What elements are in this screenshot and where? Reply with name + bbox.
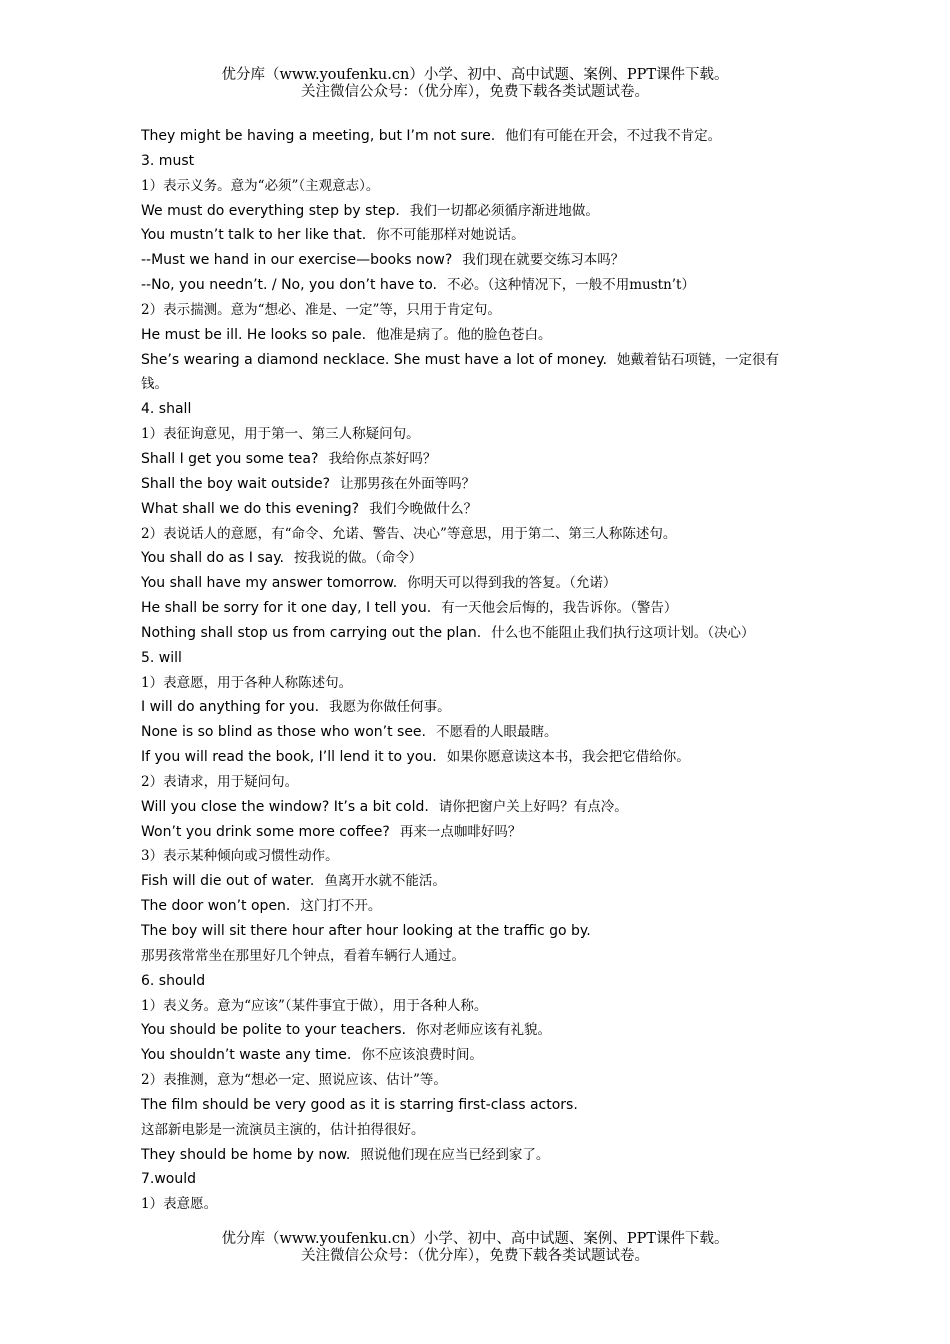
footer-line-1: 优分库（www.youfenku.cn）小学、初中、高中试题、案例、PPT课件下载。 xyxy=(221,1231,729,1247)
text-line xyxy=(141,695,813,720)
chinese-translation: 2）表请求，用于疑问句。 xyxy=(141,773,299,790)
text-line xyxy=(141,1192,813,1217)
text-line xyxy=(141,174,813,199)
text-line xyxy=(141,323,813,348)
text-line xyxy=(141,546,813,571)
text-line xyxy=(141,1167,813,1192)
chinese-translation: 钱。 xyxy=(141,376,168,393)
text-line xyxy=(141,397,813,422)
chinese-translation: 鱼离开水就不能活。 xyxy=(324,873,446,890)
chinese-translation: 1）表征询意见，用于第一、第三人称疑问句。 xyxy=(141,426,420,443)
text-line xyxy=(141,1118,813,1143)
text-line xyxy=(141,596,813,621)
chinese-translation: 你不应该浪费时间。 xyxy=(361,1047,483,1064)
text-line xyxy=(141,770,813,795)
chinese-translation: 那男孩常常坐在那里好几个钟点，看着车辆行人通过。 xyxy=(141,947,465,964)
text-line xyxy=(141,1018,813,1043)
text-line xyxy=(141,223,813,248)
text-line xyxy=(141,522,813,547)
english-sentence: Shall the boy wait outside? xyxy=(141,475,331,492)
text-line xyxy=(141,149,813,174)
text-line xyxy=(141,124,813,149)
english-sentence: Won’t you drink some more coffee? xyxy=(141,823,390,840)
text-line xyxy=(141,472,813,497)
chinese-translation: 按我说的做。（命令） xyxy=(293,550,423,567)
english-sentence: He must be ill. He looks so pale. xyxy=(141,326,367,343)
text-line xyxy=(141,869,813,894)
chinese-translation: 我们现在就要交练习本吗？ xyxy=(462,252,625,269)
chinese-translation: 她戴着钻石项链，一定很有 xyxy=(617,351,779,368)
english-sentence: They should be home by now. xyxy=(141,1146,351,1163)
text-line xyxy=(141,944,813,969)
english-sentence: You mustn’t talk to her like that. xyxy=(141,227,367,244)
text-line xyxy=(141,447,813,472)
chinese-translation: 让那男孩在外面等吗？ xyxy=(340,475,476,492)
english-sentence: Shall I get you some tea? xyxy=(141,450,319,467)
chinese-translation: 我们今晚做什么？ xyxy=(369,500,478,517)
text-line xyxy=(141,894,813,919)
english-sentence: 6. should xyxy=(141,972,206,989)
english-sentence: You shall have my answer tomorrow. xyxy=(141,575,398,592)
text-line xyxy=(141,571,813,596)
english-sentence: She’s wearing a diamond necklace. She must have a lot of money. xyxy=(141,351,607,368)
english-sentence: You shall do as I say. xyxy=(141,550,284,567)
chinese-translation: 他准是病了。他的脸色苍白。 xyxy=(376,326,552,343)
english-sentence: They might be having a meeting, but I’m not sure. xyxy=(141,128,496,144)
text-line xyxy=(141,273,813,298)
chinese-translation: 我愿为你做任何事。 xyxy=(329,699,451,716)
text-line xyxy=(141,248,813,273)
text-line xyxy=(141,994,813,1019)
chinese-translation: 再来一点咖啡好吗？ xyxy=(399,823,522,840)
chinese-translation: 你不可能那样对她说话。 xyxy=(376,227,525,244)
text-line xyxy=(141,422,813,447)
text-line xyxy=(141,298,813,323)
text-line xyxy=(141,199,813,224)
text-line xyxy=(141,1043,813,1068)
page-footer xyxy=(0,1231,950,1265)
text-line xyxy=(141,671,813,696)
chinese-translation: 2）表说话人的意愿，有“命令、允诺、警告、决心”等意思，用于第二、第三人称陈述句。 xyxy=(141,525,677,542)
header-line-1: 优分库（www.youfenku.cn）小学、初中、高中试题、案例、PPT课件下载。 xyxy=(221,67,729,83)
text-line xyxy=(141,720,813,745)
text-line xyxy=(141,372,813,397)
chinese-translation: 他们有可能在开会，不过我不肯定。 xyxy=(505,128,722,144)
text-line xyxy=(141,497,813,522)
chinese-translation: 3）表示某种倾向或习惯性动作。 xyxy=(141,848,339,865)
english-sentence: You should be polite to your teachers. xyxy=(141,1022,406,1039)
text-line xyxy=(141,348,813,373)
text-line xyxy=(141,1143,813,1168)
english-sentence: --No, you needn’t. / No, you don’t have to. xyxy=(141,277,437,294)
english-sentence: Fish will die out of water. xyxy=(141,873,315,890)
chinese-translation: 我们一切都必须循序渐进地做。 xyxy=(409,202,599,219)
chinese-translation: 有一天他会后悔的，我告诉你。（警告） xyxy=(441,600,678,617)
english-sentence: Nothing shall stop us from carrying out the plan. xyxy=(141,624,482,641)
english-sentence: We must do everything step by step. xyxy=(141,202,400,219)
text-line xyxy=(141,1093,813,1118)
english-sentence: If you will read the book, I’ll lend it to you. xyxy=(141,749,437,766)
chinese-translation: 我给你点茶好吗？ xyxy=(328,450,437,467)
english-sentence: I will do anything for you. xyxy=(141,699,320,716)
chinese-translation: 你对老师应该有礼貌。 xyxy=(415,1022,551,1039)
english-sentence: 3. must xyxy=(141,152,195,169)
english-sentence: What shall we do this evening? xyxy=(141,500,360,517)
text-line xyxy=(141,646,813,671)
chinese-translation: 你明天可以得到我的答复。（允诺） xyxy=(407,575,617,592)
text-line xyxy=(141,919,813,944)
chinese-translation: 2）表推测，意为“想必一定、照说应该、估计”等。 xyxy=(141,1072,447,1089)
chinese-translation: 2）表示揣测。意为“想必、准是、一定”等，只用于肯定句。 xyxy=(141,301,501,318)
text-line xyxy=(141,621,813,646)
chinese-translation: 如果你愿意读这本书，我会把它借给你。 xyxy=(446,749,690,766)
text-line xyxy=(141,969,813,994)
english-sentence: The door won’t open. xyxy=(141,898,291,915)
page-header xyxy=(0,67,950,101)
chinese-translation: 不必。（这种情况下，一般不用mustn’t） xyxy=(446,277,695,294)
chinese-translation: 这门打不开。 xyxy=(300,898,382,915)
english-sentence: The film should be very good as it is starring first-class actors. xyxy=(141,1096,578,1113)
text-line xyxy=(141,745,813,770)
text-line xyxy=(141,844,813,869)
chinese-translation: 1）表意愿。 xyxy=(141,1196,218,1213)
chinese-translation: 请你把窗户关上好吗？有点冷。 xyxy=(438,798,628,815)
chinese-translation: 这部新电影是一流演员主演的，估计拍得很好。 xyxy=(141,1121,425,1138)
document-body xyxy=(141,124,813,1217)
header-line-2: 关注微信公众号：（优分库），免费下载各类试题试卷。 xyxy=(301,84,649,100)
english-sentence: He shall be sorry for it one day, I tell you. xyxy=(141,600,432,617)
footer-line-2: 关注微信公众号：（优分库），免费下载各类试题试卷。 xyxy=(301,1248,649,1264)
chinese-translation: 1）表示义务。意为“必须”（主观意志）。 xyxy=(141,177,380,194)
english-sentence: --Must we hand in our exercise—books now? xyxy=(141,252,453,269)
text-line xyxy=(141,820,813,845)
english-sentence: 4. shall xyxy=(141,401,192,418)
english-sentence: Will you close the window? It’s a bit cold. xyxy=(141,798,429,815)
chinese-translation: 照说他们现在应当已经到家了。 xyxy=(360,1146,550,1163)
english-sentence: 5. will xyxy=(141,649,182,666)
chinese-translation: 不愿看的人眼最瞎。 xyxy=(436,724,558,741)
text-line xyxy=(141,1068,813,1093)
chinese-translation: 1）表义务。意为“应该”（某件事宜于做），用于各种人称。 xyxy=(141,997,488,1014)
text-line xyxy=(141,795,813,820)
english-sentence: 7.would xyxy=(141,1171,197,1188)
english-sentence: None is so blind as those who won’t see. xyxy=(141,724,426,741)
chinese-translation: 1）表意愿，用于各种人称陈述句。 xyxy=(141,674,353,691)
english-sentence: The boy will sit there hour after hour looking at the traffic go by. xyxy=(141,923,591,939)
english-sentence: You shouldn’t waste any time. xyxy=(141,1047,352,1064)
chinese-translation: 什么也不能阻止我们执行这项计划。（决心） xyxy=(491,624,755,641)
